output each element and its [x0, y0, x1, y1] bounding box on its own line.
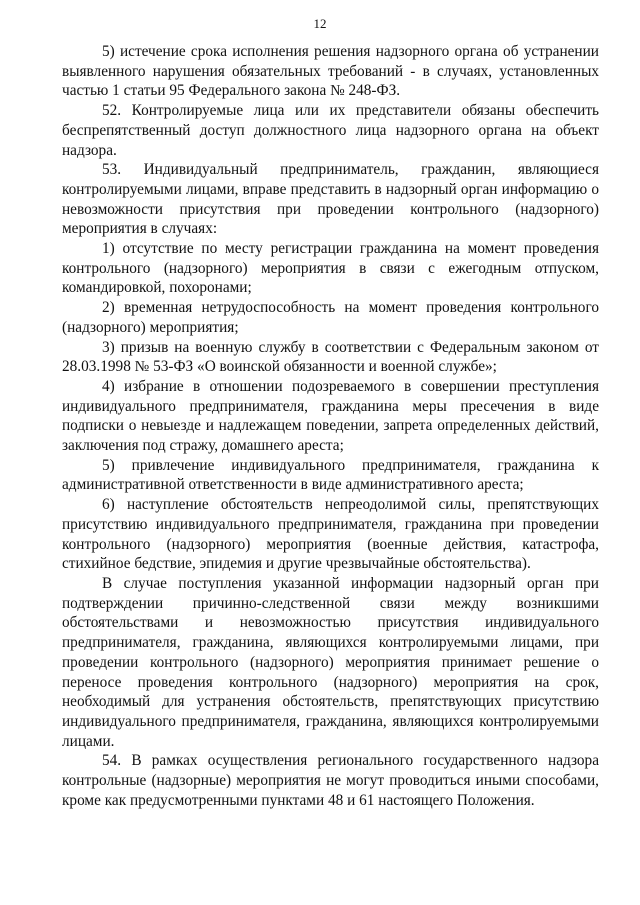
paragraph-postponement: В случае поступления указанной информации надзорный орган при подтверждении причинно-следственной связи между возникшими обстоятельствами и невозможностью присутствия индивидуального предпринимателя, гражданина, являющихся контролируемыми лицами, при проведении контрольного (надзорного) мероприятия принимает решение о переносе проведения контрольного (надзорного) мероприятия на срок, необходимый для устранения обстоятельств, препятствующих присутствию индивидуального предпринимателя, гражданина, являющихся контролируемыми лицами.: [62, 574, 599, 750]
paragraph-52-access: 52. Контролируемые лица или их представители обязаны обеспечить беспрепятственный доступ должностного лица надзорного органа на объект надзора.: [62, 102, 599, 159]
list-item-1-registration-absence: 1) отсутствие по месту регистрации гражданина на момент проведения контрольного (надзорного) мероприятия в связи с ежегодным отпуском, командировкой, похоронами;: [62, 240, 599, 297]
list-item-3-military-service: 3) призыв на военную службу в соответствии с Федеральным законом от 28.03.1998 № 53-ФЗ «О воинской обязанности и военной службе»;: [62, 338, 599, 376]
document-body: [62, 42, 599, 810]
paragraph-54-methods: 54. В рамках осуществления регионального государственного надзора контрольные (надзорные) мероприятия не могут проводиться иными способами, кроме как предусмотренными пунктами 48 и 61 настоящего Положения.: [62, 752, 599, 809]
list-item-4-preventive-measure: 4) избрание в отношении подозреваемого в совершении преступления индивидуального предпринимателя, гражданина меры пресечения в виде подписки о невыезде и надлежащем поведении, запрета определенных действий, заключения под стражу, домашнего ареста;: [62, 377, 599, 455]
page-number: 12: [313, 16, 327, 31]
list-item-6-force-majeure: 6) наступление обстоятельств непреодолимой силы, препятствующих присутствию индивидуального предпринимателя, гражданина при проведении контрольного (надзорного) мероприятия (военные действия, катастрофа, стихийное бедствие, эпидемия и другие чрезвычайные обстоятельства).: [62, 496, 599, 573]
paragraph-53-absence-info: 53. Индивидуальный предприниматель, гражданин, являющиеся контролируемыми лицами, вправе представить в надзорный орган информацию о невозможности присутствия при проведении контрольного (надзорного) мероприятия в случаях:: [62, 161, 599, 238]
list-item-2-disability: 2) временная нетрудоспособность на момент проведения контрольного (надзорного) мероприятия;: [62, 299, 599, 336]
paragraph-item-5-expiry: 5) истечение срока исполнения решения надзорного органа об устранении выявленного нарушения обязательных требований - в случаях, установленных частью 1 статьи 95 Федерального закона № 248-ФЗ.: [62, 43, 599, 100]
list-item-5-administrative-arrest: 5) привлечение индивидуального предпринимателя, гражданина к административной ответственности в виде административного ареста;: [62, 456, 599, 494]
